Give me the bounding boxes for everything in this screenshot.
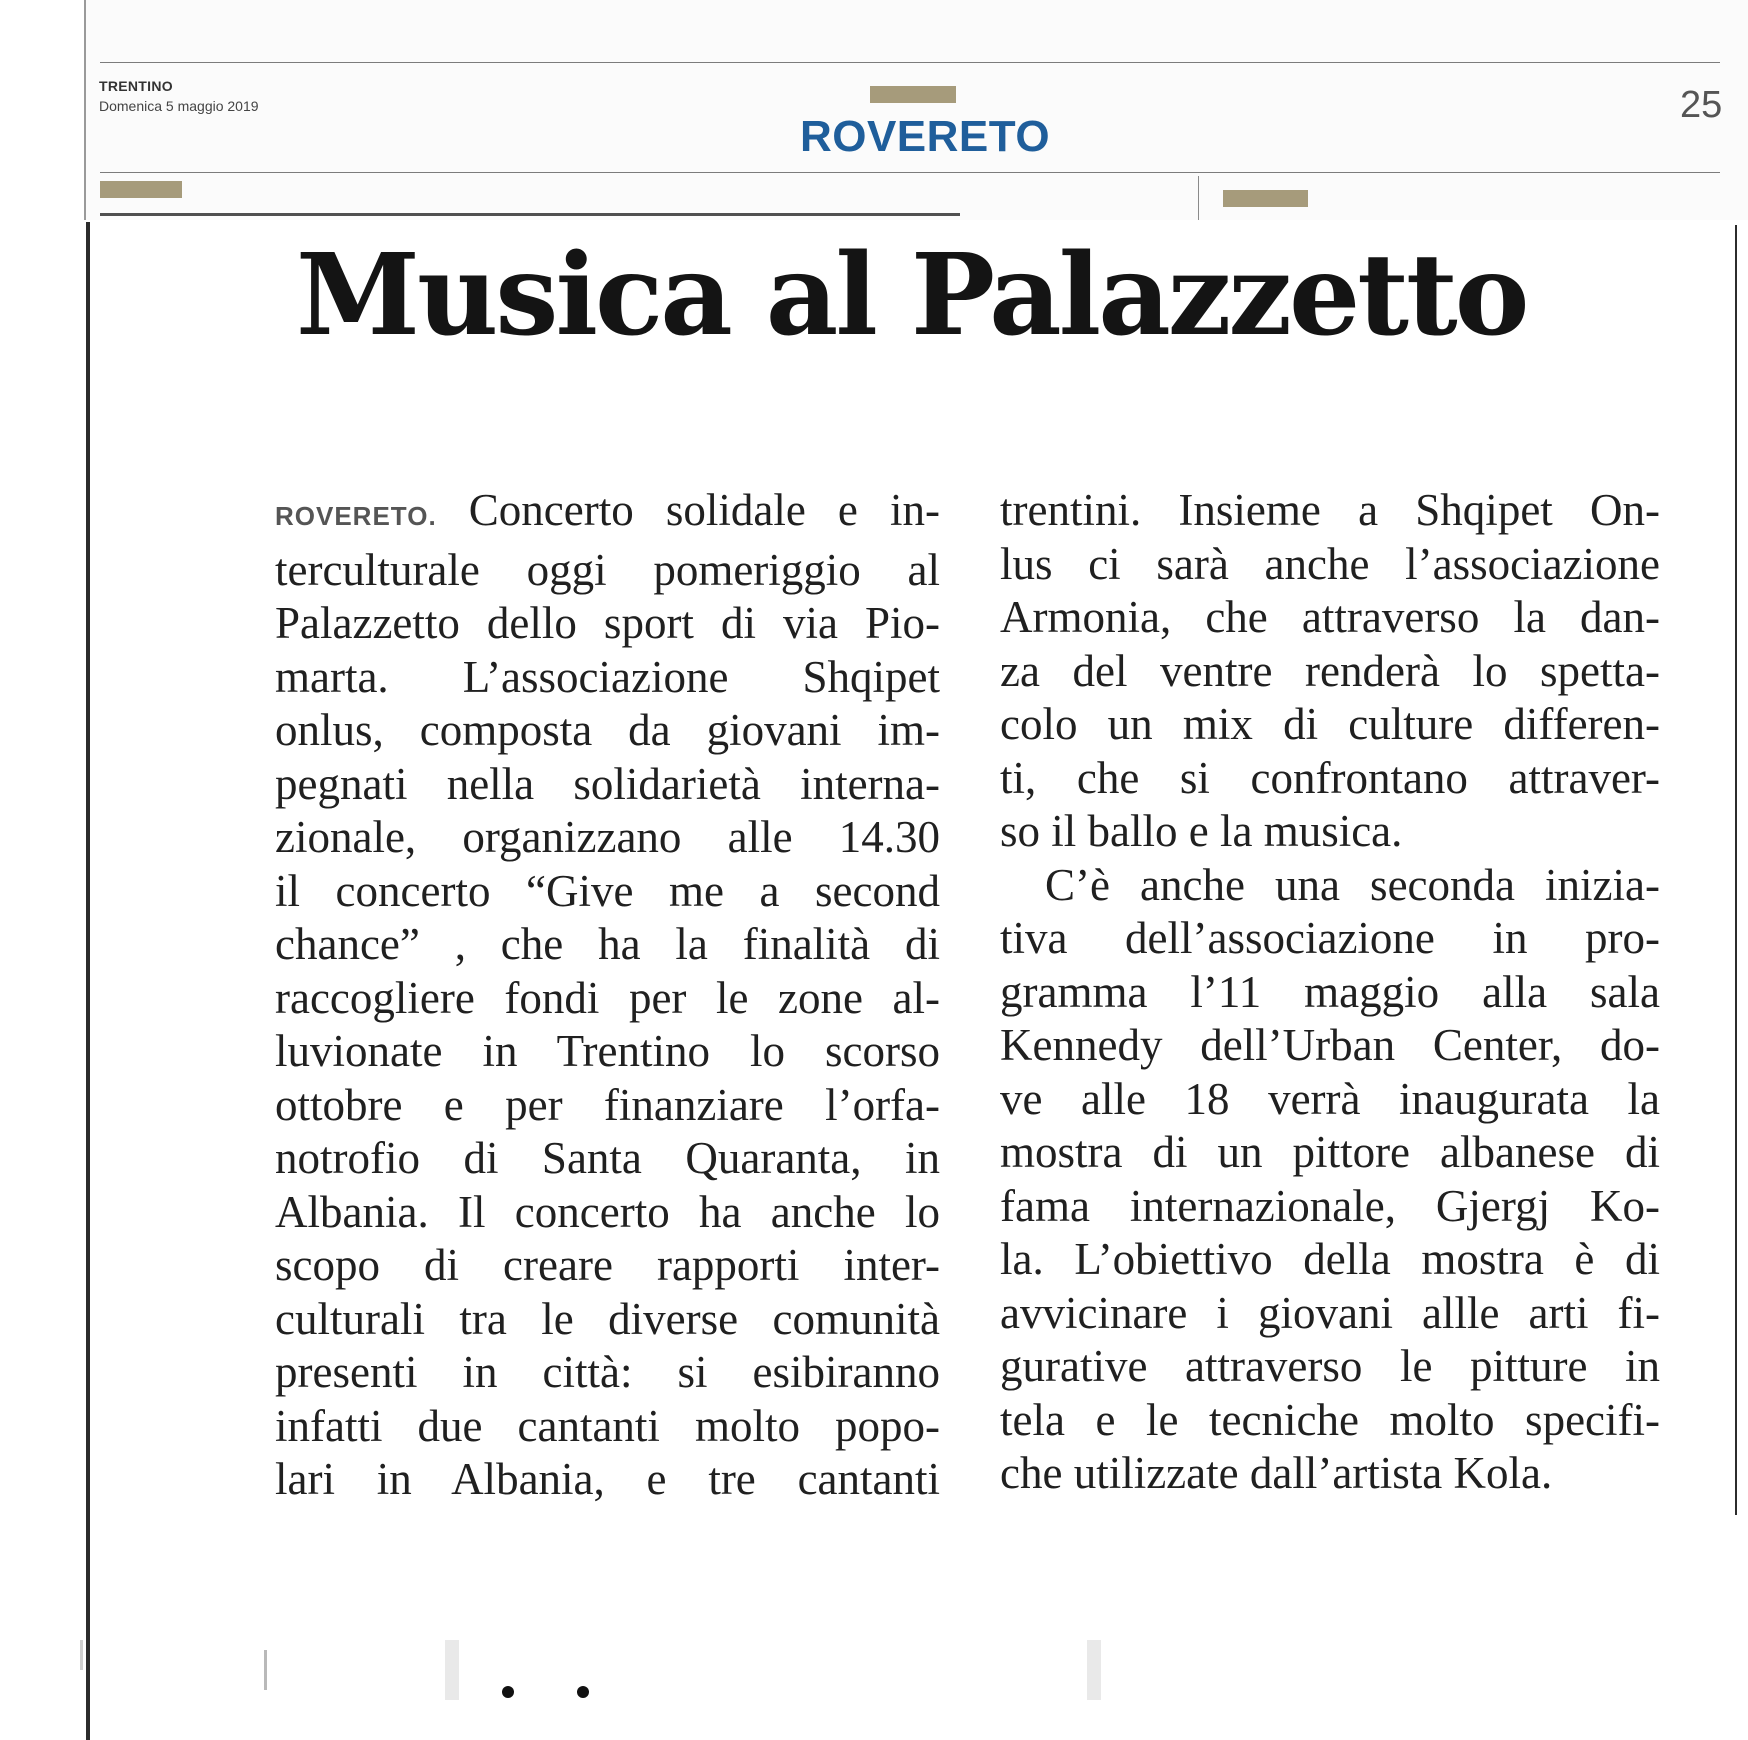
article-line: pegnati nella solidarietà interna- xyxy=(275,758,940,809)
article-line: la. L’obiettivo della mostra è di xyxy=(1000,1234,1660,1284)
column-divider xyxy=(1198,176,1199,220)
article-line: zionale, organizzano alle 14.30 xyxy=(275,812,940,862)
page-number: 25 xyxy=(1680,84,1723,126)
article-line: lus ci sarà anche l’associazione xyxy=(1000,538,1660,589)
section-accent-bar xyxy=(870,86,956,103)
article-line: mostra di un pittore albanese di xyxy=(1000,1127,1660,1177)
article-line: trentini. Insieme a Shqipet On- xyxy=(1000,485,1660,535)
article-line xyxy=(275,484,940,544)
left-accent-bar xyxy=(100,181,182,198)
article-line: ve alle 18 verrà inaugurata la xyxy=(1000,1073,1660,1124)
article-line: che utilizzate dall’artista Kola. xyxy=(1000,1448,1553,1498)
article-line: culturali tra le diverse comunità xyxy=(275,1293,940,1344)
article-line: marta. L’associazione Shqipet xyxy=(275,651,940,702)
article-line-text: Concerto solidale e in- xyxy=(436,485,940,535)
clipping-frame-left xyxy=(86,222,90,1740)
article-line: raccogliere fondi per le zone al- xyxy=(275,972,940,1023)
article-line: tiva dell’associazione in pro- xyxy=(1000,913,1660,963)
publication-date: Domenica 5 maggio 2019 xyxy=(99,98,259,114)
article-line: Kennedy dell’Urban Center, do- xyxy=(1000,1020,1660,1070)
scan-mark xyxy=(445,1640,459,1700)
publication-name: TRENTINO xyxy=(99,78,173,94)
article-line: onlus, composta da giovani im- xyxy=(275,705,940,755)
clipping-frame-right xyxy=(1735,225,1737,1515)
punch-hole-dot xyxy=(502,1686,514,1698)
header-rule-top xyxy=(100,62,1720,63)
article-line: ti, che si confrontano attraver- xyxy=(1000,752,1660,803)
article-line: gurative attraverso le pitture in xyxy=(1000,1341,1660,1391)
page-header-area xyxy=(86,0,1748,220)
article-line: luvionate in Trentino lo scorso xyxy=(275,1026,940,1076)
article-line: gramma l’11 maggio alla sala xyxy=(1000,966,1660,1017)
article-line: il concerto “Give me a second xyxy=(275,865,940,916)
article-line: lari in Albania, e tre cantanti xyxy=(275,1454,940,1504)
article-headline: Musica al Palazzetto xyxy=(296,230,1527,361)
section-title: ROVERETO xyxy=(799,112,1051,161)
article-line: infatti due cantanti molto popo- xyxy=(275,1400,940,1451)
article-line: Albania. Il concerto ha anche lo xyxy=(275,1186,940,1237)
article-line: avvicinare i giovani allle arti fi- xyxy=(1000,1287,1660,1338)
header-rule-bottom xyxy=(100,172,1720,173)
scan-mark xyxy=(80,1640,83,1670)
article-line: scopo di creare rapporti inter- xyxy=(275,1240,940,1290)
article-line: chance” , che ha la finalità di xyxy=(275,919,940,969)
article-line: ottobre e per finanziare l’orfa- xyxy=(275,1079,940,1130)
article-line: za del ventre renderà lo spetta- xyxy=(1000,645,1660,696)
scan-mark xyxy=(264,1650,267,1690)
article-line: so il ballo e la musica. xyxy=(1000,806,1403,856)
article-line: notrofio di Santa Quaranta, in xyxy=(275,1133,940,1183)
article-line: terculturale oggi pomeriggio al xyxy=(275,544,940,595)
article-line: presenti in città: si esibiranno xyxy=(275,1347,940,1397)
article-column-left xyxy=(275,484,940,1507)
article-line: fama internazionale, Gjergj Ko- xyxy=(1000,1180,1660,1231)
article-line: Palazzetto dello sport di via Pio- xyxy=(275,598,940,648)
dateline: ROVERETO. xyxy=(275,501,437,531)
article-line: colo un mix di culture differen- xyxy=(1000,699,1660,749)
article-line: Armonia, che attraverso la dan- xyxy=(1000,592,1660,642)
punch-hole-dot xyxy=(577,1686,589,1698)
article-column-right xyxy=(1000,484,1660,1501)
article-line: tela e le tecniche molto specifi- xyxy=(1000,1394,1660,1445)
clipping-edge-rule xyxy=(100,213,960,216)
right-accent-bar xyxy=(1223,190,1308,207)
scan-mark xyxy=(1087,1640,1101,1700)
article-line: C’è anche una seconda inizia- xyxy=(1045,859,1660,910)
